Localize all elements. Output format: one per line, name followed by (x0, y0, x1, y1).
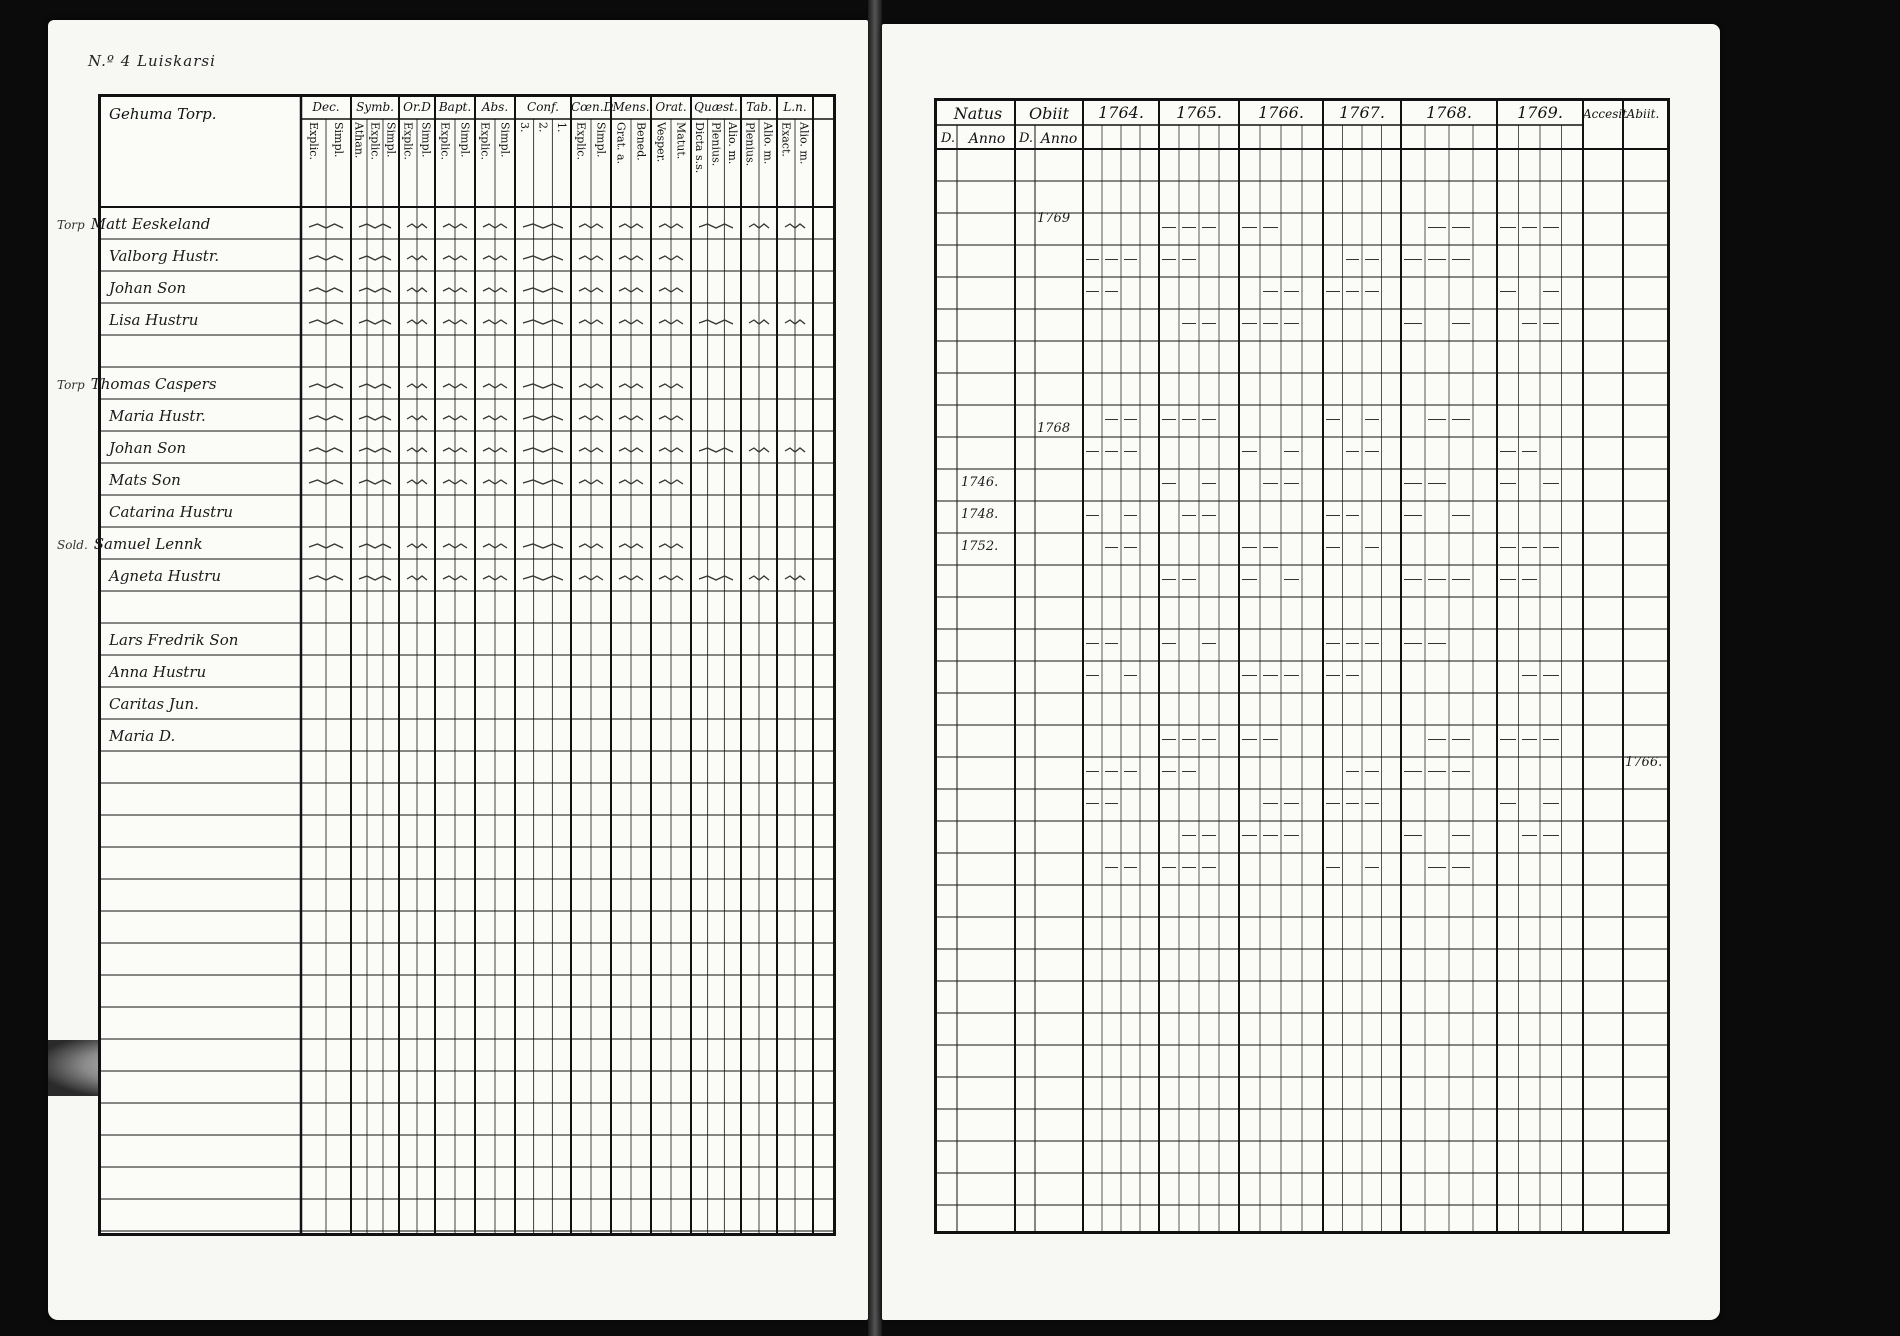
name-text: Lars Fredrik Son (109, 631, 239, 649)
column-subheader: Dicta s.s. (692, 122, 706, 174)
fraction-mark (1162, 571, 1176, 588)
fraction-mark (1522, 667, 1538, 684)
fraction-mark (1522, 539, 1538, 556)
fraction-mark (1428, 635, 1446, 652)
natus-d: D. (940, 131, 956, 146)
fraction-mark (1284, 667, 1299, 684)
column-subheader: Simpl. (594, 122, 608, 158)
fraction-mark (1105, 795, 1118, 812)
book-binding (868, 0, 882, 1336)
fraction-mark (1543, 315, 1559, 332)
fraction-mark (1404, 571, 1422, 588)
name-text: Maria D. (109, 727, 176, 745)
tick-mark (523, 224, 563, 228)
column-subheader: Grat. a. (614, 122, 628, 165)
tick-mark (699, 320, 733, 324)
fraction-mark (1242, 571, 1257, 588)
fraction-mark (1326, 411, 1340, 428)
fraction-mark (1365, 443, 1379, 460)
fraction-mark (1326, 795, 1340, 812)
fraction-mark (1452, 315, 1470, 332)
name-text: Catarina Hustru (109, 503, 234, 521)
fraction-mark (1242, 443, 1257, 460)
fraction-mark (1346, 251, 1360, 268)
corner-note: N.º 4 Luiskarsi (88, 52, 216, 70)
fraction-mark (1365, 795, 1379, 812)
name-text: Matt Eeskeland (90, 215, 211, 233)
name-text: Anna Hustru (109, 663, 207, 681)
fraction-mark (1326, 507, 1340, 524)
fraction-mark (1086, 507, 1099, 524)
parishioner-name (109, 663, 206, 681)
fraction-mark (1346, 443, 1360, 460)
fraction-mark (1124, 859, 1137, 876)
fraction-mark (1242, 219, 1257, 236)
column-header: Or.D (403, 100, 431, 114)
fraction-mark (1086, 635, 1099, 652)
fraction-mark (1365, 859, 1379, 876)
fraction-mark (1543, 667, 1559, 684)
abiit-year: 1766. (1625, 755, 1663, 770)
fraction-mark (1404, 315, 1422, 332)
name-text: Agneta Hustru (109, 567, 222, 585)
column-subheader: Simpl. (384, 122, 398, 158)
fraction-mark (1242, 731, 1257, 748)
fraction-mark (1404, 507, 1422, 524)
name-text: Johan Son (109, 439, 187, 457)
fraction-mark (1522, 731, 1538, 748)
fraction-mark (1452, 251, 1470, 268)
fraction-mark (1428, 763, 1446, 780)
year-header: 1765. (1176, 103, 1222, 122)
fraction-mark (1086, 763, 1099, 780)
name-text: Maria Hustr. (109, 407, 206, 425)
fraction-mark (1365, 763, 1379, 780)
fraction-mark (1284, 571, 1299, 588)
fraction-mark (1162, 731, 1176, 748)
column-subheader: Simpl. (332, 122, 345, 158)
tick-mark (523, 256, 563, 260)
tick-mark (523, 320, 563, 324)
fraction-mark (1086, 251, 1099, 268)
fraction-mark (1242, 539, 1257, 556)
fraction-mark (1284, 475, 1299, 492)
column-subheader: 1. (555, 122, 569, 133)
fraction-mark (1242, 315, 1257, 332)
column-subheader: Alio. m. (797, 122, 811, 165)
name-text: Mats Son (109, 471, 181, 489)
fraction-mark (1543, 283, 1559, 300)
parishioner-name (109, 567, 221, 585)
fraction-mark (1263, 731, 1278, 748)
years-table (934, 98, 1670, 1234)
column-header: Dec. (312, 100, 340, 114)
fraction-mark (1428, 571, 1446, 588)
fraction-mark (1202, 859, 1216, 876)
fraction-mark (1522, 219, 1538, 236)
fraction-mark (1522, 315, 1538, 332)
name-text: Valborg Hustr. (109, 247, 220, 265)
fraction-mark (1404, 635, 1422, 652)
household-prefix: Torp (57, 218, 85, 232)
fraction-mark (1284, 827, 1299, 844)
fraction-mark (1452, 859, 1470, 876)
fraction-mark (1522, 827, 1538, 844)
column-subheader: Plenius. (743, 122, 757, 167)
fraction-mark (1543, 475, 1559, 492)
fraction-mark (1326, 283, 1340, 300)
name-text: Thomas Caspers (90, 375, 217, 393)
fraction-mark (1263, 219, 1278, 236)
column-header: Quæst. (694, 100, 738, 114)
fraction-mark (1105, 763, 1118, 780)
column-subheader: 2. (536, 122, 550, 133)
fraction-mark (1182, 315, 1196, 332)
tick-mark (359, 448, 391, 452)
tick-mark (359, 256, 391, 260)
tick-mark (523, 384, 563, 388)
tick-mark (359, 320, 391, 324)
fraction-mark (1365, 251, 1379, 268)
fraction-mark (1365, 539, 1379, 556)
fraction-mark (1086, 667, 1099, 684)
tick-mark (523, 576, 563, 580)
obiit-year: 1768 (1037, 421, 1071, 436)
fraction-mark (1086, 283, 1099, 300)
tick-mark (359, 544, 391, 548)
fraction-mark (1500, 571, 1516, 588)
right-grid (937, 101, 1667, 1231)
fraction-mark (1365, 411, 1379, 428)
fraction-mark (1182, 731, 1196, 748)
fraction-mark (1543, 795, 1559, 812)
fraction-mark (1346, 795, 1360, 812)
fraction-mark (1365, 283, 1379, 300)
fraction-mark (1202, 411, 1216, 428)
year-header: 1766. (1258, 103, 1304, 122)
column-subheader: Bened. (634, 122, 648, 161)
fraction-mark (1263, 283, 1278, 300)
fraction-mark (1452, 507, 1470, 524)
fraction-mark (1202, 315, 1216, 332)
abiit-header: Abiit. (1626, 107, 1660, 121)
column-header: Mens. (612, 100, 650, 114)
tick-mark (523, 480, 563, 484)
fraction-mark (1428, 251, 1446, 268)
fraction-mark (1182, 411, 1196, 428)
fraction-mark (1263, 539, 1278, 556)
fraction-mark (1452, 571, 1470, 588)
obiit-year: 1769 (1037, 211, 1071, 226)
tick-mark (359, 224, 391, 228)
fraction-mark (1346, 283, 1360, 300)
fraction-mark (1452, 219, 1470, 236)
fraction-mark (1202, 475, 1216, 492)
parishioner-name (109, 439, 186, 457)
fraction-mark (1346, 763, 1360, 780)
fraction-mark (1428, 731, 1446, 748)
column-subheader: Alio. m. (726, 122, 740, 165)
fraction-mark (1162, 635, 1176, 652)
natus-anno: Anno (968, 131, 1006, 147)
parishioner-name (109, 631, 238, 649)
fraction-mark (1105, 539, 1118, 556)
fraction-mark (1284, 795, 1299, 812)
parishioner-name (109, 311, 198, 329)
fraction-mark (1326, 667, 1340, 684)
column-subheader: Explic. (401, 122, 415, 160)
fraction-mark (1284, 315, 1299, 332)
fraction-mark (1543, 827, 1559, 844)
tick-mark (699, 224, 733, 228)
column-header: Conf. (527, 100, 559, 114)
fraction-mark (1522, 443, 1538, 460)
fraction-mark (1428, 475, 1446, 492)
fraction-mark (1182, 859, 1196, 876)
fraction-mark (1162, 251, 1176, 268)
fraction-mark (1543, 731, 1559, 748)
fraction-mark (1202, 507, 1216, 524)
fraction-mark (1522, 571, 1538, 588)
fraction-mark (1284, 283, 1299, 300)
parishioner-name (57, 535, 203, 553)
column-subheader: Simpl. (458, 122, 472, 158)
tick-mark (699, 576, 733, 580)
fraction-mark (1263, 667, 1278, 684)
fraction-mark (1452, 827, 1470, 844)
fraction-mark (1182, 507, 1196, 524)
fraction-mark (1086, 795, 1099, 812)
column-subheader: Athan. (352, 122, 366, 159)
column-subheader: Explic. (478, 122, 492, 160)
column-header: L.n. (783, 100, 807, 114)
fraction-mark (1105, 443, 1118, 460)
column-subheader: Explic. (307, 122, 320, 160)
parishioner-name (109, 279, 186, 297)
column-subheader: Explic. (438, 122, 452, 160)
household-prefix: Sold. (57, 538, 88, 552)
fraction-mark (1500, 539, 1516, 556)
fraction-mark (1428, 219, 1446, 236)
tick-mark (359, 576, 391, 580)
fraction-mark (1124, 411, 1137, 428)
parishioner-name (109, 695, 199, 713)
fraction-mark (1404, 763, 1422, 780)
tick-mark (359, 288, 391, 292)
fraction-mark (1326, 635, 1340, 652)
natus-year: 1746. (961, 475, 999, 490)
fraction-mark (1124, 667, 1137, 684)
column-subheader: Exact. (779, 122, 793, 157)
fraction-mark (1124, 251, 1137, 268)
fraction-mark (1326, 539, 1340, 556)
column-subheader: Explic. (574, 122, 588, 160)
fraction-mark (1105, 635, 1118, 652)
fraction-mark (1086, 443, 1099, 460)
column-subheader: Simpl. (498, 122, 512, 158)
fraction-mark (1346, 635, 1360, 652)
tick-mark (523, 416, 563, 420)
parishioner-name (109, 247, 219, 265)
name-text: Lisa Hustru (109, 311, 199, 329)
catechism-table (57, 94, 836, 1236)
fraction-mark (1543, 219, 1559, 236)
fraction-mark (1452, 763, 1470, 780)
natus-header: Natus (953, 104, 1003, 123)
fraction-mark (1105, 859, 1118, 876)
fraction-mark (1124, 763, 1137, 780)
left-grid (101, 97, 833, 1233)
fraction-mark (1500, 731, 1516, 748)
fraction-mark (1182, 571, 1196, 588)
fraction-mark (1202, 731, 1216, 748)
fraction-mark (1202, 635, 1216, 652)
fraction-mark (1202, 827, 1216, 844)
tick-mark (523, 288, 563, 292)
year-header: 1767. (1339, 103, 1385, 122)
parishioner-name (109, 727, 175, 745)
fraction-mark (1182, 251, 1196, 268)
household-prefix: Torp (57, 378, 85, 392)
obiit-header: Obiit (1028, 104, 1070, 123)
parishioner-name (57, 215, 210, 233)
year-header: 1764. (1098, 103, 1144, 122)
accessit-header: Accesit (1583, 107, 1628, 121)
column-header: Abs. (481, 100, 509, 114)
fraction-mark (1182, 219, 1196, 236)
obiit-anno: Anno (1040, 131, 1078, 147)
natus-year: 1748. (961, 507, 999, 522)
fraction-mark (1124, 443, 1137, 460)
first-column-header: Gehuma Torp. (109, 105, 217, 123)
fraction-mark (1404, 251, 1422, 268)
fraction-mark (1162, 475, 1176, 492)
parishioner-name (109, 407, 206, 425)
parishioner-name (109, 503, 233, 521)
column-header: Tab. (746, 100, 772, 114)
obiit-d: D. (1018, 131, 1034, 146)
fraction-mark (1202, 219, 1216, 236)
column-subheader: Simpl. (419, 122, 433, 158)
fraction-mark (1124, 507, 1137, 524)
fraction-mark (1242, 827, 1257, 844)
fraction-mark (1105, 411, 1118, 428)
fraction-mark (1105, 251, 1118, 268)
column-subheader: Matut. (674, 122, 688, 160)
column-header: Orat. (655, 100, 687, 114)
fraction-mark (1543, 539, 1559, 556)
tick-mark (359, 384, 391, 388)
column-subheader: 3. (517, 122, 531, 133)
name-text: Johan Son (109, 279, 187, 297)
column-subheader: Vesper. (654, 122, 668, 163)
fraction-mark (1452, 411, 1470, 428)
column-subheader: Explic. (368, 122, 382, 160)
fraction-mark (1182, 763, 1196, 780)
fraction-mark (1500, 795, 1516, 812)
fraction-mark (1428, 411, 1446, 428)
fraction-mark (1105, 283, 1118, 300)
year-header: 1768. (1426, 103, 1472, 122)
tick-mark (523, 544, 563, 548)
fraction-mark (1263, 827, 1278, 844)
fraction-mark (1500, 219, 1516, 236)
column-subheader: Plenius. (709, 122, 723, 167)
fraction-mark (1346, 507, 1360, 524)
name-text: Caritas Jun. (109, 695, 199, 713)
fraction-mark (1162, 859, 1176, 876)
fraction-mark (1452, 731, 1470, 748)
name-text: Samuel Lennk (93, 535, 203, 553)
column-header: Symb. (356, 100, 394, 114)
tick-mark (359, 480, 391, 484)
tick-mark (359, 416, 391, 420)
year-header: 1769. (1517, 103, 1563, 122)
fraction-mark (1500, 475, 1516, 492)
parishioner-name (109, 471, 181, 489)
fraction-mark (1404, 475, 1422, 492)
column-header: Bapt. (438, 100, 472, 114)
fraction-mark (1428, 859, 1446, 876)
fraction-mark (1500, 283, 1516, 300)
fraction-mark (1500, 443, 1516, 460)
fraction-mark (1162, 763, 1176, 780)
fraction-mark (1263, 475, 1278, 492)
fraction-mark (1263, 795, 1278, 812)
fraction-mark (1162, 411, 1176, 428)
fraction-mark (1365, 635, 1379, 652)
fraction-mark (1124, 539, 1137, 556)
fraction-mark (1284, 443, 1299, 460)
column-subheader: Alio. m. (761, 122, 775, 165)
column-header: Cœn.D (571, 100, 614, 114)
fraction-mark (1182, 827, 1196, 844)
parishioner-name (57, 375, 217, 393)
tick-mark (523, 448, 563, 452)
fraction-mark (1263, 315, 1278, 332)
fraction-mark (1404, 827, 1422, 844)
fraction-mark (1326, 859, 1340, 876)
fraction-mark (1162, 219, 1176, 236)
fraction-mark (1242, 667, 1257, 684)
natus-year: 1752. (961, 539, 999, 554)
tick-mark (699, 448, 733, 452)
fraction-mark (1346, 667, 1360, 684)
